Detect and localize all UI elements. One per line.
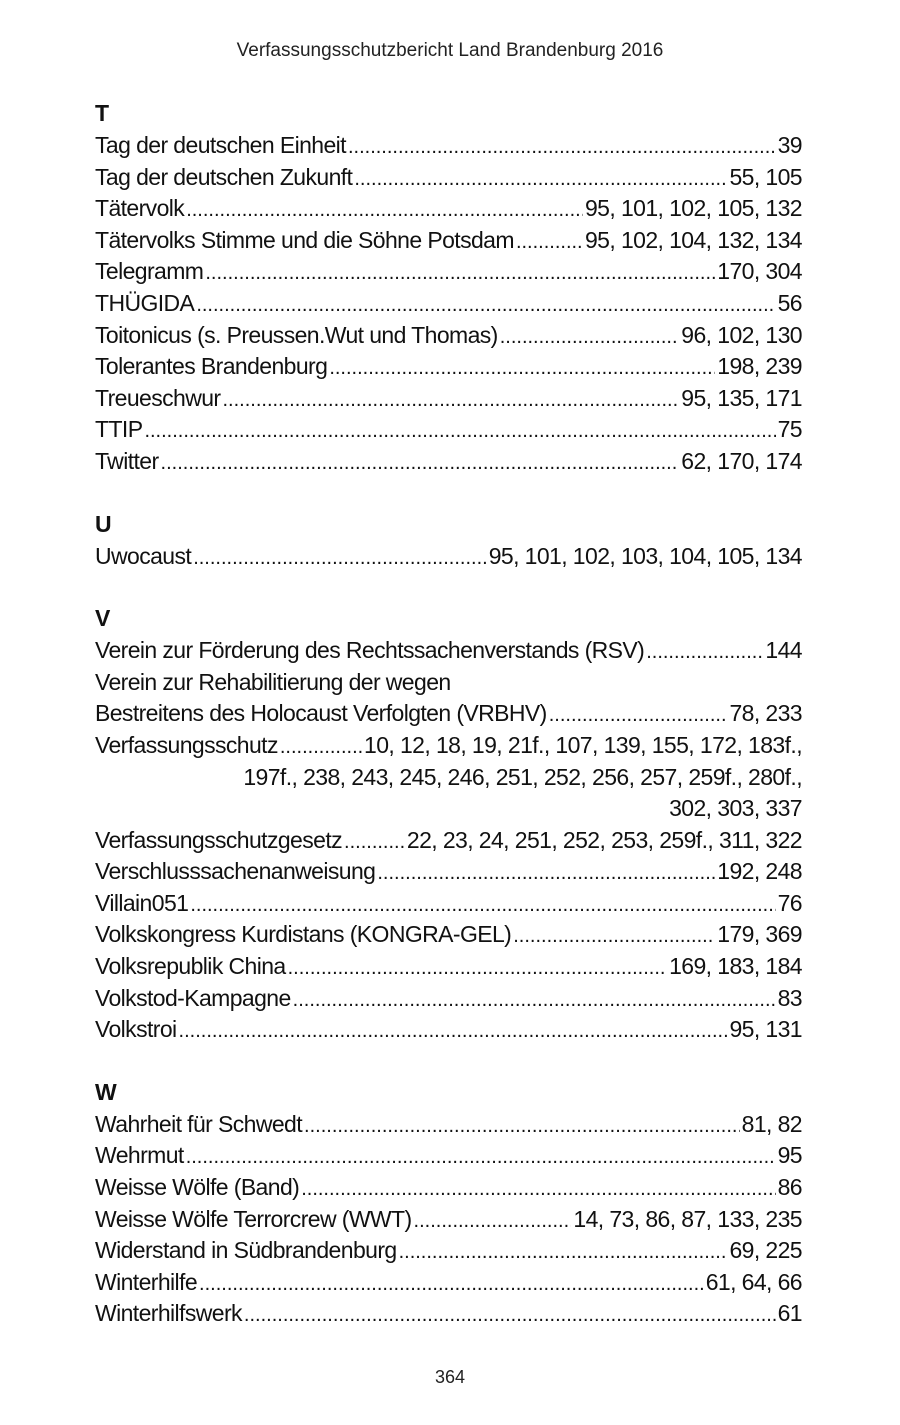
dot-leader (513, 919, 715, 953)
index-entry (95, 1298, 802, 1330)
index-entry-pages: 96, 102, 130 (681, 321, 802, 348)
index-entry-term: Twitter (95, 447, 159, 474)
index-entry (95, 698, 802, 730)
index-entry-term: Verein zur Rehabilitierung der wegen (95, 668, 451, 695)
index-entry (95, 1204, 802, 1236)
index-entry-pages: 75 (777, 416, 802, 443)
index-entry-pages: 39 (777, 132, 802, 158)
index-entry (95, 856, 802, 888)
index-entry (95, 919, 802, 951)
index-entry-pages: 86 (777, 1174, 802, 1201)
dot-leader (500, 320, 680, 354)
dot-leader (190, 888, 775, 922)
index-entry-term: Wehrmut (95, 1142, 184, 1169)
index-entry (95, 1235, 802, 1267)
index-entry-pages: 76 (777, 889, 802, 916)
dot-leader (348, 130, 776, 164)
index-entry-pages: 144 (765, 637, 802, 664)
index-entry (95, 130, 802, 162)
index-entry-term: Tätervolk (95, 195, 185, 222)
index-entry-pages: 56 (777, 289, 802, 316)
index-entry-term: Volkstod-Kampagne (95, 984, 291, 1011)
dot-leader (222, 383, 679, 417)
dot-leader (354, 162, 727, 196)
index-entry (95, 383, 802, 415)
dot-leader (280, 730, 362, 764)
index-entry-pages: 179, 369 (717, 921, 802, 948)
index-entry (95, 951, 802, 983)
index-entry (95, 414, 802, 446)
dot-leader (329, 351, 715, 385)
section-letter: V (95, 605, 111, 632)
dot-leader (516, 225, 583, 259)
dot-leader (179, 1014, 728, 1048)
index-entry (95, 225, 802, 257)
dot-leader (399, 1235, 728, 1269)
index-entry (95, 1267, 802, 1299)
index-entry-term: Verfassungsschutz (95, 731, 278, 758)
dot-leader (646, 635, 763, 669)
index-entry-term: Verschlusssachenanweisung (95, 858, 376, 885)
index-entry-pages: 95, 102, 104, 132, 134 (584, 226, 802, 253)
index-entry-pages: 61 (777, 1300, 802, 1327)
index-entry (95, 1109, 802, 1141)
index-entry-pages: 55, 105 (729, 163, 802, 190)
dot-leader (196, 288, 775, 322)
index-entry-pages: 95, 101, 102, 103, 104, 105, 134 (488, 542, 802, 569)
index-entry (95, 983, 802, 1015)
dot-leader (205, 256, 715, 290)
index-entry (95, 162, 802, 194)
page-number: 364 (434, 1367, 466, 1387)
dot-leader (288, 951, 668, 985)
section-letter: W (95, 1078, 117, 1105)
index-entry (95, 1014, 802, 1046)
index-entry (95, 1140, 802, 1172)
index-entry-term: Winterhilfswerk (95, 1300, 242, 1327)
index-entry (95, 825, 802, 857)
index-entry-pages: 62, 170, 174 (681, 447, 802, 474)
index-entry-term: Tätervolks Stimme und die Söhne Potsdam (95, 226, 514, 253)
running-header: Verfassungsschutzbericht Land Brandenburg 2016 (236, 40, 664, 61)
index-entry (95, 256, 802, 288)
index-entry-term: THÜGIDA (95, 289, 195, 316)
index-entry-term: Wahrheit für Schwedt (95, 1110, 303, 1137)
index-entry-continuation: 197f., 238, 243, 245, 246, 251, 252, 256, 257, 259f., 280f., (243, 763, 802, 790)
index-entry-term: Widerstand in Südbrandenburg (95, 1237, 397, 1264)
index-entry-term: Treueschwur (95, 384, 221, 411)
index-entry-pages: 78, 233 (729, 700, 802, 727)
index-section-t (95, 97, 802, 478)
index-entry (95, 888, 802, 920)
index-entry-term: Telegramm (95, 258, 204, 285)
dot-leader (161, 446, 680, 480)
index-entry (95, 193, 802, 225)
index-entry-pages: 95, 101, 102, 105, 132 (584, 195, 802, 222)
index-section-u (95, 508, 802, 573)
index-entry-term: Weisse Wölfe Terrorcrew (WWT) (95, 1205, 412, 1232)
dot-leader (293, 983, 776, 1017)
index-entry-term: Volksrepublik China (95, 953, 286, 980)
index-entry-pages: 83 (777, 984, 802, 1011)
index-entry (95, 320, 802, 352)
index-entry-pages: 81, 82 (741, 1110, 802, 1137)
index-entry (95, 1172, 802, 1204)
dot-leader (244, 1298, 776, 1332)
index-entry-pages: 61, 64, 66 (705, 1268, 802, 1295)
index-entry-pages: 95, 131 (729, 1016, 802, 1043)
dot-leader (377, 856, 715, 890)
dot-leader (304, 1109, 740, 1143)
index-entry-pages: 10, 12, 18, 19, 21f., 107, 139, 155, 172, 183f., (364, 731, 802, 758)
index-entry-term: Villain051 (95, 889, 189, 916)
index-entry-term: Bestreitens des Holocaust Verfolgten (VRBHV) (95, 700, 547, 727)
dot-leader (301, 1172, 775, 1206)
dot-leader (186, 1140, 776, 1174)
index-entry-pages: 22, 23, 24, 251, 252, 253, 259f., 311, 322 (406, 826, 802, 853)
index-entry-continuation: 302, 303, 337 (669, 795, 802, 822)
dot-leader (414, 1204, 572, 1238)
index-section-w (95, 1076, 802, 1330)
index-entry-pages: 69, 225 (729, 1237, 802, 1264)
index-entry-term: Toitonicus (s. Preussen.Wut und Thomas) (95, 321, 498, 348)
index-entry-pages: 95, 135, 171 (681, 384, 802, 411)
index-entry (95, 730, 802, 762)
index-entry-term: Volkstroi (95, 1016, 177, 1043)
index-entry-term: Verfassungsschutzgesetz (95, 826, 343, 853)
index-entry-term: Weisse Wölfe (Band) (95, 1174, 300, 1201)
dot-leader (193, 541, 487, 575)
index-entry-term: Uwocaust (95, 542, 192, 569)
index-entry-term: Volkskongress Kurdistans (KONGRA-GEL) (95, 921, 512, 948)
index-section-v (95, 602, 802, 1046)
index-entry-pages: 169, 183, 184 (669, 953, 802, 980)
section-letter: U (95, 510, 112, 537)
index-entry (95, 446, 802, 478)
index-entry-term: Verein zur Förderung des Rechtssachenverstands (RSV) (95, 637, 645, 664)
index-entry-term: Tag der deutschen Zukunft (95, 163, 353, 190)
index-entry (95, 541, 802, 573)
index-entry-pages: 95 (777, 1142, 802, 1169)
index-entry-pages: 170, 304 (717, 258, 802, 285)
dot-leader (144, 414, 775, 448)
index-entry-pages: 14, 73, 86, 87, 133, 235 (573, 1205, 802, 1232)
index-entry (95, 351, 802, 383)
index-entry-pages: 192, 248 (717, 858, 802, 885)
index-entry-term: Tag der deutschen Einheit (95, 132, 346, 158)
index-entry-term: Tolerantes Brandenburg (95, 353, 328, 380)
index-content (95, 97, 802, 1360)
index-entry-term: Winterhilfe (95, 1268, 198, 1295)
dot-leader (549, 698, 728, 732)
index-entry-term: TTIP (95, 416, 143, 443)
dot-leader (186, 193, 583, 227)
index-entry (95, 288, 802, 320)
index-entry (95, 635, 802, 667)
dot-leader (344, 825, 405, 859)
index-entry-pages: 198, 239 (717, 353, 802, 380)
section-letter: T (95, 100, 110, 126)
dot-leader (199, 1267, 704, 1301)
